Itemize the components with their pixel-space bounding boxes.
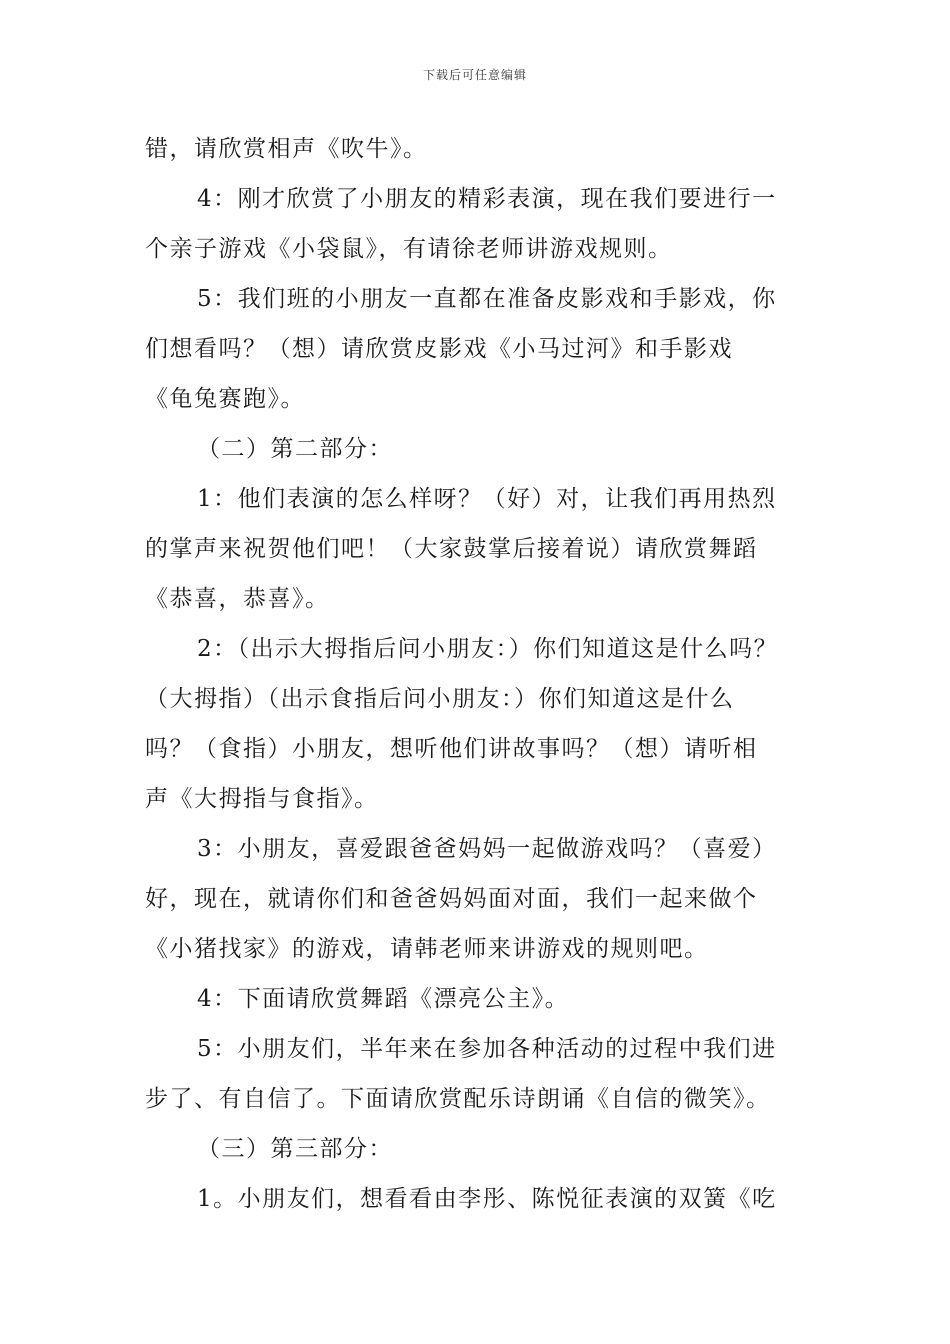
text-line: 2：（出示大拇指后问小朋友：）你们知道这是什么吗？ [197,636,779,662]
page-header: 下载后可任意编辑 [422,68,527,82]
text-line: 《龟兔赛跑》。 [145,386,305,412]
text-line: 步了、有自信了。下面请欣赏配乐诗朗诵《自信的微笑》。 [145,1086,771,1112]
text-line: 《小猪找家》的游戏，请韩老师来讲游戏的规则吧。 [145,936,709,962]
text-line: （大拇指）（出示食指后问小朋友：）你们知道这是什么 [145,686,735,712]
text-line: 错，请欣赏相声《吹牛》。 [145,136,428,162]
text-line: 5：我们班的小朋友一直都在准备皮影戏和手影戏，你 [197,286,777,312]
text-line: 1。小朋友们，想看看由李彤、陈悦征表演的双簧《吃 [197,1186,777,1212]
text-line: 的掌声来祝贺他们吧！（大家鼓掌后接着说）请欣赏舞蹈 [145,536,758,562]
text-line: 4：刚才欣赏了小朋友的精彩表演，现在我们要进行一 [197,186,777,212]
document-body [145,124,815,1224]
text-line: 声《大拇指与食指》。 [145,786,379,812]
section-heading: （二）第二部分： [197,436,393,462]
text-line: 3：小朋友，喜爱跟爸爸妈妈一起做游戏吗？（喜爱） [197,836,777,862]
text-line: 4：下面请欣赏舞蹈《漂亮公主》。 [197,986,570,1012]
text-line: 好，现在，就请你们和爸爸妈妈面对面，我们一起来做个 [145,886,758,912]
text-line: 1：他们表演的怎么样呀？（好）对，让我们再用热烈 [197,486,777,512]
text-line: 《恭喜，恭喜》。 [145,586,330,612]
text-line: 5：小朋友们，半年来在参加各种活动的过程中我们进 [197,1036,777,1062]
section-heading: （三）第三部分： [197,1136,393,1162]
text-line: 们想看吗？（想）请欣赏皮影戏《小马过河》和手影戏 [145,336,733,362]
text-line: 吗？（食指）小朋友，想听他们讲故事吗？（想）请听相 [145,736,758,762]
text-line: 个亲子游戏《小袋鼠》，有请徐老师讲游戏规则。 [145,236,673,262]
